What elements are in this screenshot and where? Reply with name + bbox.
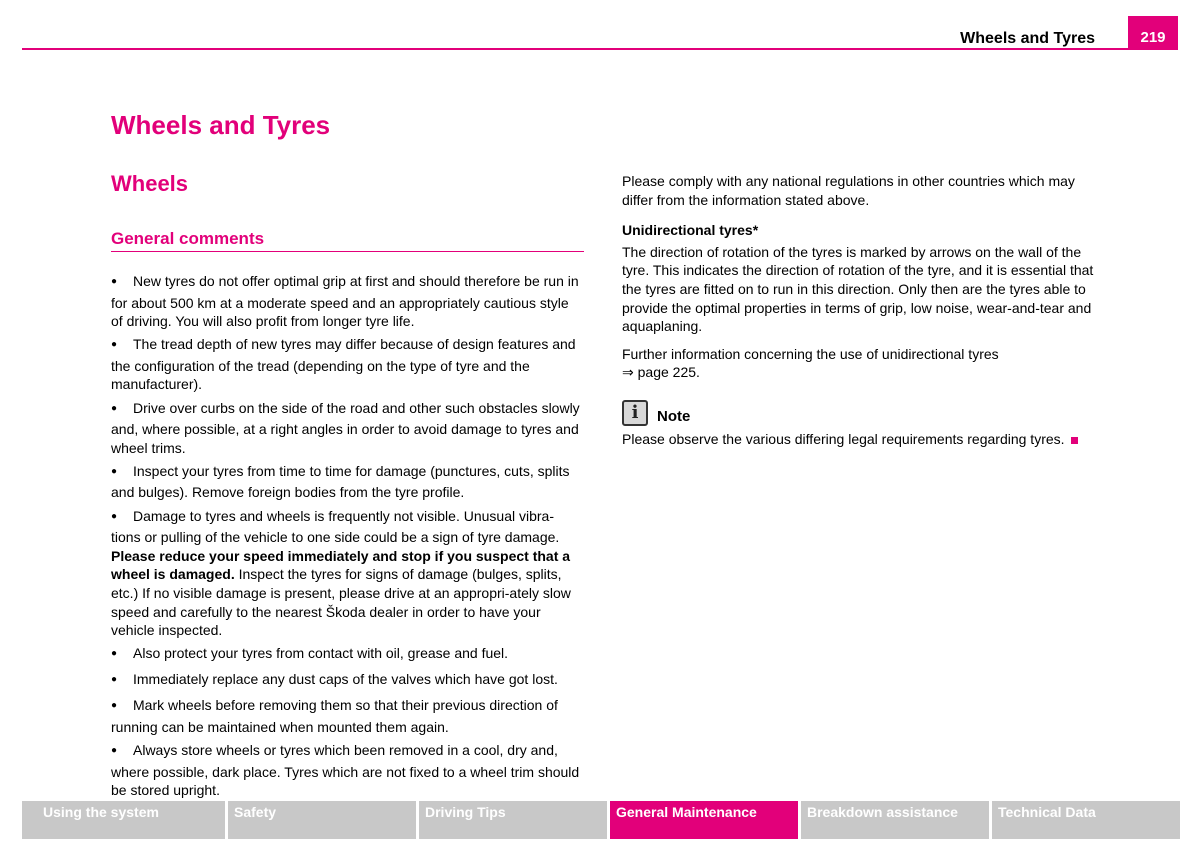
subsection-heading: General comments — [111, 228, 584, 252]
page-number-badge: 219 — [1128, 16, 1178, 50]
bullet-item: ●The tread depth of new tyres may differ because of design features and the configuration of the tread (depending on the type of tyre and the manufacturer). — [111, 335, 583, 394]
nav-tab-general-maintenance[interactable]: General Maintenance — [610, 801, 798, 839]
running-section-title: Wheels and Tyres — [960, 30, 1095, 47]
bullet-item: ●New tyres do not offer optimal grip at first and should therefore be run in for about 500 km at a moderate speed and an appropriately cautious style of driving. You will also profit from longer tyre life. — [111, 272, 583, 331]
nav-tab-technical-data[interactable]: Technical Data — [992, 801, 1180, 839]
bullet-item: ●Always store wheels or tyres which been removed in a cool, dry and, where possible, dark place. Tyres which are not fixed to a wheel trim should be stored upright. — [111, 741, 583, 800]
right-column — [622, 172, 1094, 449]
warning-emphasis: Please reduce your speed immediately and stop if you suspect that a wheel is damaged. — [111, 547, 571, 583]
note-title: Note — [657, 407, 691, 425]
bullet-icon — [111, 399, 133, 421]
bullet-icon — [111, 507, 133, 529]
info-i-icon: i — [622, 400, 648, 426]
note-text: Please observe the various differing legal requirements regarding tyres. — [622, 430, 1094, 449]
bullet-icon — [111, 696, 133, 718]
bullet-item: ●Also protect your tyres from contact with oil, grease and fuel. — [111, 644, 583, 666]
bullet-item: ●Drive over curbs on the side of the road and other such obstacles slowly and, where possible, at a right angles in order to avoid damage to tyres and wheel trims. — [111, 399, 583, 458]
unidirectional-heading: Unidirectional tyres* — [622, 222, 759, 239]
bullet-item-damage: ●Damage to tyres and wheels is frequently not visible. Unusual vibra-tions or pulling of the vehicle to one side could be a sign of tyre damage. Please reduce your speed immediately and stop if you suspect that a wheel is damaged. Inspect the tyres for signs of damage (bulges, splits, etc.) If no visible damage is present, please drive at an appropri-ately slow speed and carefully to the nearest Škoda dealer in order to have your vehicle inspected. — [111, 507, 583, 640]
nav-tab-safety[interactable]: Safety — [228, 801, 416, 839]
bullet-icon — [111, 741, 133, 763]
header-rule — [22, 48, 1178, 50]
note-header — [622, 394, 1094, 426]
bullet-icon — [111, 670, 133, 692]
section-heading: Wheels — [111, 171, 189, 196]
bullet-icon — [111, 272, 133, 294]
footer-chapter-nav — [22, 801, 1180, 839]
left-column — [111, 272, 583, 804]
bullet-icon — [111, 335, 133, 357]
nav-tab-using-the-system[interactable]: Using the system — [22, 801, 225, 839]
nav-tab-breakdown-assistance[interactable]: Breakdown assistance — [801, 801, 989, 839]
unidirectional-paragraph: The direction of rotation of the tyres is marked by arrows on the wall of the tyre. This indicates the direction of rotation of the tyre, and it is essential that the tyres are fitted on to run in this direction. Only then are the tyres able to provide the optimal properties in terms of grip, low noise, wear-and-tear and aquaplaning. — [622, 243, 1094, 335]
bullet-icon — [111, 462, 133, 484]
nav-tab-driving-tips[interactable]: Driving Tips — [419, 801, 607, 839]
bullet-icon — [111, 644, 133, 666]
intro-paragraph: Please comply with any national regulations in other countries which may differ from the information stated above. — [622, 173, 1075, 208]
end-of-section-square-icon — [1071, 437, 1078, 444]
further-info-paragraph: Further information concerning the use of unidirectional tyres ⇒ page 225. — [622, 345, 999, 381]
bullet-item: ●Mark wheels before removing them so that their previous direction of running can be maintained when mounted them again. — [111, 696, 583, 736]
page-reference-link[interactable]: ⇒ page 225. — [622, 364, 700, 381]
chapter-title: Wheels and Tyres — [111, 110, 331, 140]
bullet-item: ●Immediately replace any dust caps of the valves which have got lost. — [111, 670, 583, 692]
bullet-item: ●Inspect your tyres from time to time for damage (punctures, cuts, splits and bulges). Remove foreign bodies from the tyre profile. — [111, 462, 583, 502]
